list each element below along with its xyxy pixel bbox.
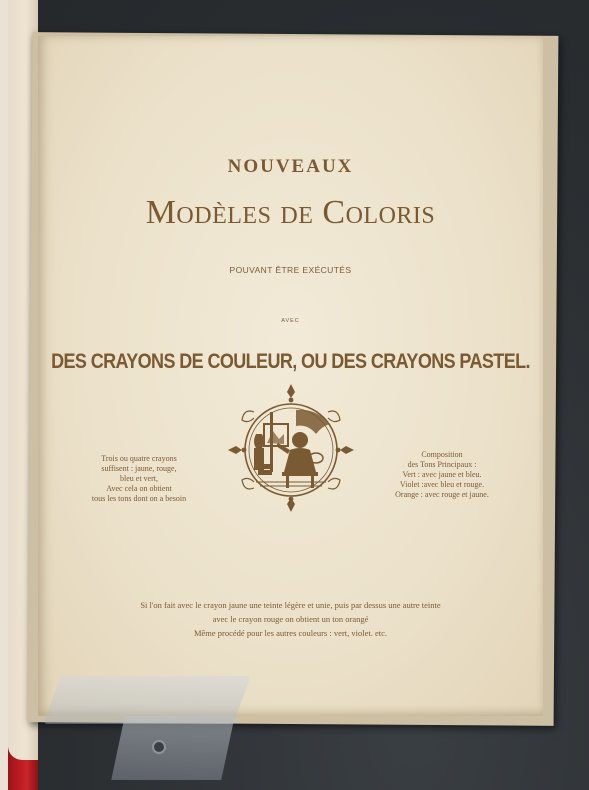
subtitle-crayons: DES CRAYONS DE COULEUR, OU DES CRAYONS PASTEL. bbox=[51, 349, 530, 373]
right-note-line: Orange : avec rouge et jaune. bbox=[395, 490, 489, 499]
right-note-line: Violet :avec bleu et rouge. bbox=[399, 480, 485, 489]
title-line-nouveaux: NOUVEAUX bbox=[227, 156, 354, 177]
stand-screw-icon bbox=[152, 740, 166, 754]
right-note-line: des Tons Principaux : bbox=[407, 460, 477, 469]
left-note-line: tous les tons dont on a besoin bbox=[91, 494, 187, 503]
binding-edge bbox=[0, 0, 8, 790]
left-note-line: Avec cela on obtient bbox=[106, 484, 172, 493]
instruction-line: Même procédé pour les autres couleurs : vert, violet. etc. bbox=[193, 628, 388, 638]
right-note-line: Vert : avec jaune et bleu. bbox=[402, 470, 482, 479]
left-note-line: Trois ou quatre crayons bbox=[101, 454, 177, 463]
subtitle-avec: AVEC bbox=[281, 318, 300, 324]
right-note bbox=[372, 450, 512, 500]
title-page bbox=[38, 36, 543, 716]
left-note-line: suffisent : jaune, rouge, bbox=[101, 464, 177, 473]
acrylic-stand-foot bbox=[111, 716, 235, 780]
title-line-modeles: Modèles de Coloris bbox=[145, 194, 436, 231]
left-note bbox=[78, 454, 200, 504]
right-note-line: Composition bbox=[421, 450, 463, 459]
subtitle-pouvant: POUVANT ÊTRE EXÉCUTÉS bbox=[229, 265, 352, 275]
instruction-line: Si l'on fait avec le crayon jaune une teinte légère et unie, puis par dessus une autre teinte bbox=[140, 600, 441, 610]
left-note-line: bleu et vert, bbox=[120, 474, 158, 483]
instructions-text bbox=[38, 598, 543, 640]
instruction-line: avec le crayon rouge on obtient un ton orangé bbox=[212, 614, 369, 624]
artist-painting-child-engraving-icon bbox=[226, 382, 356, 514]
